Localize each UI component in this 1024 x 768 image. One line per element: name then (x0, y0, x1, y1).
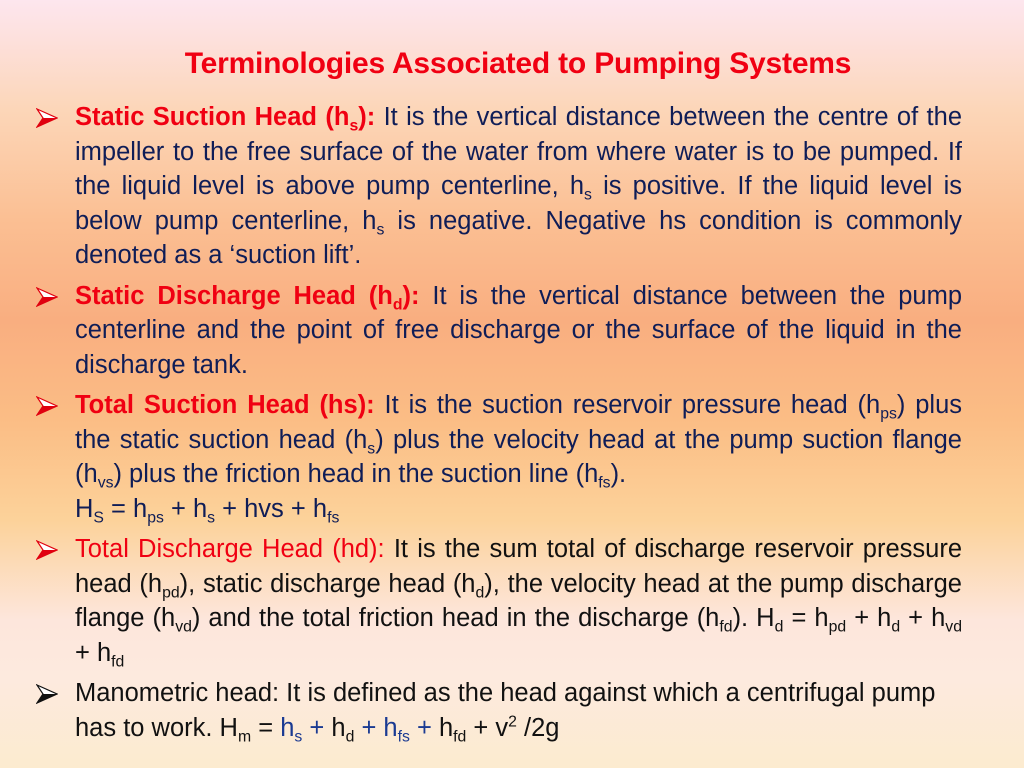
definition-text: Manometric head: It is defined as the head against which a centrifugal pump has to work. $H_m$ (75, 679, 936, 746)
arrowhead-bullet-icon (36, 396, 58, 416)
bullet-static-suction-head (0, 100, 962, 273)
arrowhead-bullet-icon (36, 684, 58, 704)
manometric-head-formula: = $h_s + h_d + h_{fs} + h_{fd} + v^2$ /2g (251, 713, 560, 746)
bullet-total-discharge-head (0, 532, 962, 670)
term-label: Total Discharge Head (hd): (75, 535, 385, 563)
bullet-total-suction-head (0, 388, 962, 526)
total-suction-head-formula: $H_S = h_{ps} + h_s$ + hvs + $h_{fs}$ (75, 494, 340, 527)
bullet-manometric-head (0, 676, 962, 745)
arrowhead-bullet-icon (36, 540, 58, 560)
definition-text: It is the vertical distance between the centre of the impeller to the free surface of the water from where water is to be pumped. If the liquid level is above pump centerline, $h_s$ is positive. If the liquid level is below pump centerline, $h_s$ is negative. Negative hs condition is commonly denoted as a ‘suction lift’. (75, 103, 962, 269)
term-label: Static Discharge Head $(h_d)$: (75, 281, 420, 314)
term-label: Static Suction Head $(h_s)$: (75, 103, 376, 135)
arrowhead-bullet-icon (36, 287, 58, 307)
slide-title: Terminologies Associated to Pumping Systems (184, 47, 852, 80)
term-label: Total Suction Head (hs): (75, 391, 375, 419)
arrowhead-bullet-icon (36, 108, 58, 128)
bullet-static-discharge-head (0, 279, 962, 383)
definition-text: It is the suction reservoir pressure head $(h_{ps})$ plus the static suction head $(h_s)$ plus the velocity head at the pump suction flange $(h_{vs})$ plus the friction head in the suction line $(h_{fs})$. (75, 391, 963, 492)
bullet-list (0, 100, 1024, 751)
definition-text: It is the vertical distance between the pump centerline and the point of free discharge or the surface of the liquid in the discharge tank. (75, 281, 963, 379)
definition-text: It is the sum total of discharge reservoir pressure head $(h_{pd})$, static discharge head $(h_d)$, the velocity head at the pump discharge flange $(h_{vd})$ and the total friction head in the discharge $(h_{fd})$. $H_d = h_{pd} + h_d + h_{vd} + h_{fd}$ (75, 535, 962, 671)
